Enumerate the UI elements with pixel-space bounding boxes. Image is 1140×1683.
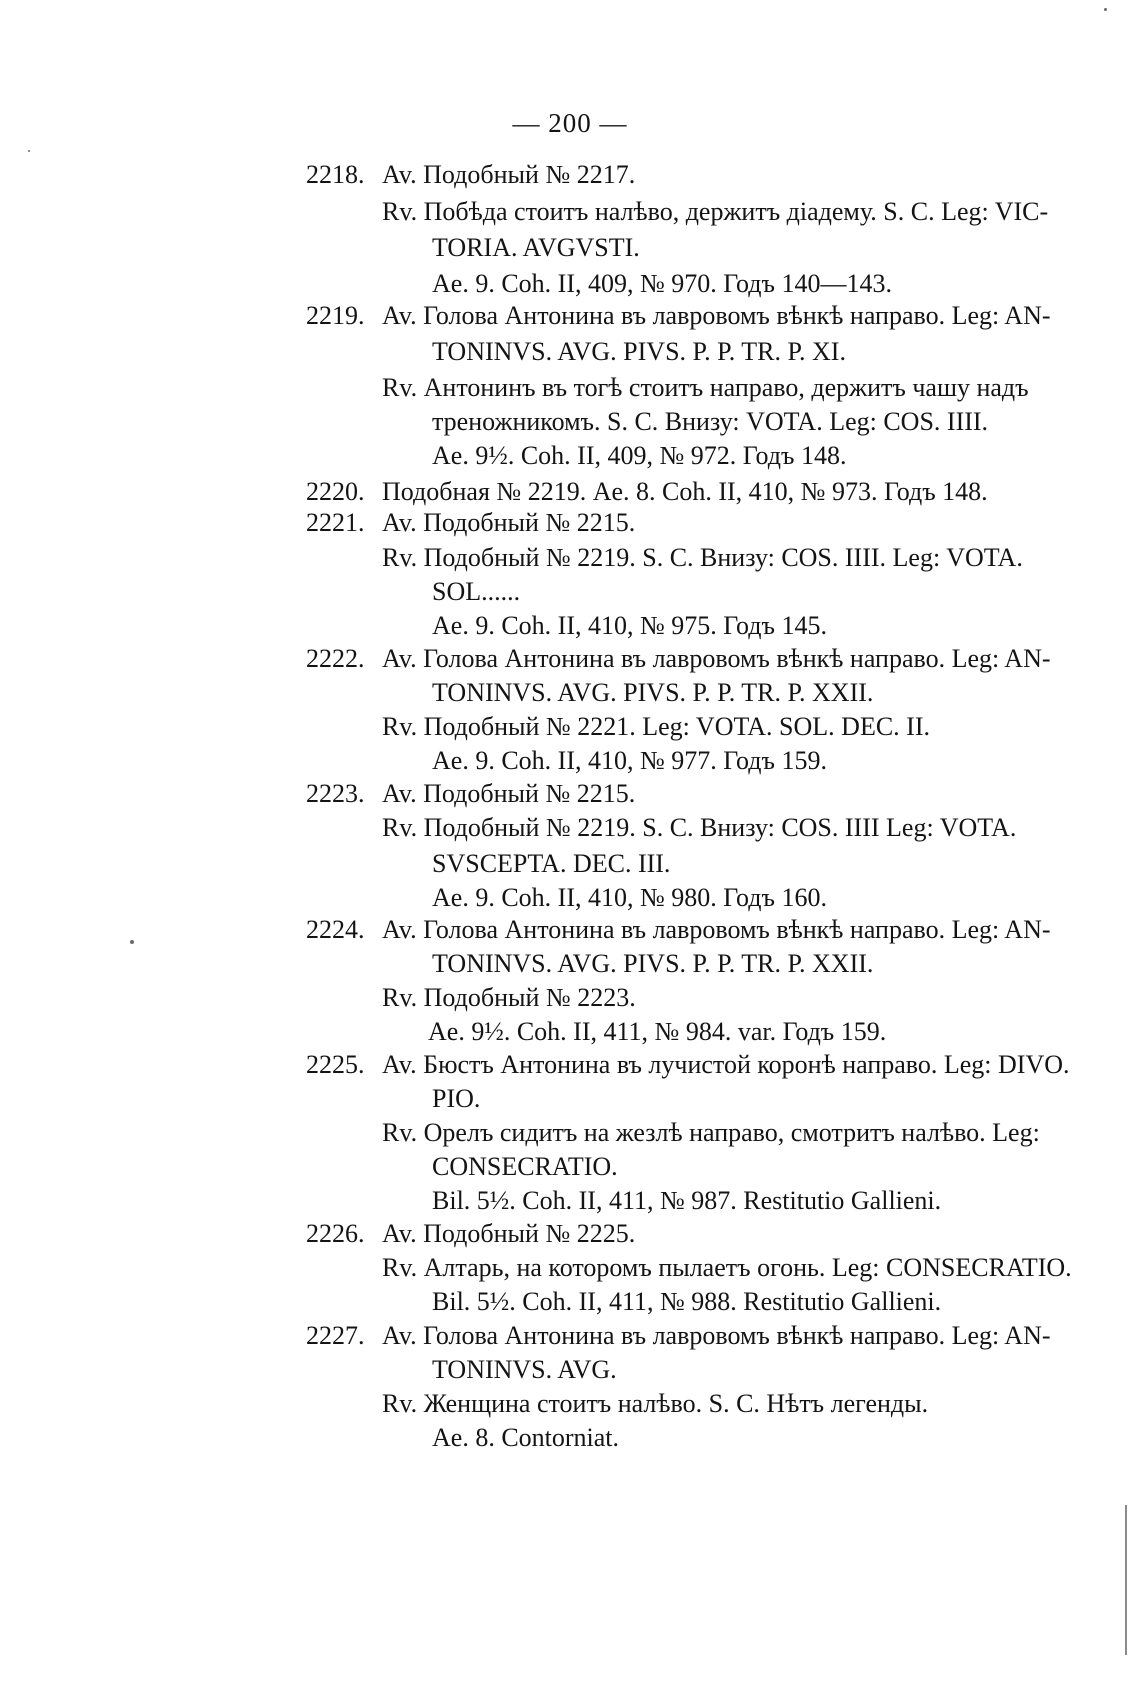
scan-speck: [28, 150, 30, 152]
catalogue-line: Av. Подобный № 2215.: [382, 779, 636, 808]
catalogue-line: Ae. 9. Coh. II, 410, № 980. Годъ 160.: [432, 883, 827, 912]
catalogue-line: Ae. 8. Contorniat.: [432, 1423, 620, 1452]
catalogue-line: Av. Подобный № 2225.: [382, 1219, 636, 1248]
scan-speck: [130, 940, 134, 944]
catalogue-line: Av. Подобный № 2217.: [382, 160, 636, 189]
catalogue-line: Bil. 5½. Coh. II, 411, № 987. Restitutio Gallieni.: [432, 1186, 942, 1215]
page-number: — 200 —: [512, 108, 628, 138]
scan-speck: [1104, 8, 1107, 11]
catalogue-line: Rv. Подобный № 2219. S. C. Внизу: COS. IIII. Leg: VOTA.: [382, 543, 1023, 572]
catalogue-line: CONSECRATIO.: [432, 1152, 618, 1181]
catalogue-line: Rv. Антонинъ въ тогѣ стоитъ направо, держитъ чашу надъ: [382, 373, 1029, 402]
catalogue-line: Rv. Подобный № 2221. Leg: VOTA. SOL. DEC. II.: [382, 712, 930, 741]
catalogue-line: TONINVS. AVG. PIVS. P. P. TR. P. XXII.: [432, 678, 874, 707]
entry-number: 2225.: [306, 1050, 365, 1079]
catalogue-line: TORIA. AVGVSTI.: [432, 233, 640, 262]
catalogue-line: PIO.: [432, 1084, 481, 1113]
catalogue-line: TONINVS. AVG.: [432, 1355, 617, 1384]
entry-number: 2224.: [306, 915, 365, 944]
entry-number: 2223.: [306, 779, 365, 808]
catalogue-line: Av. Подобный № 2215.: [382, 508, 636, 537]
scan-edge-line: [1125, 1505, 1127, 1655]
catalogue-line: Ae. 9½. Coh. II, 411, № 984. var. Годъ 159.: [428, 1017, 887, 1046]
catalogue-line: Подобная № 2219. Ae. 8. Coh. II, 410, № 973. Годъ 148.: [382, 477, 988, 506]
entry-number: 2218.: [306, 160, 365, 189]
catalogue-line: SOL......: [432, 577, 521, 606]
catalogue-line: Av. Голова Антонина въ лавровомъ вѣнкѣ направо. Leg: AN-: [382, 301, 1051, 330]
catalogue-line: Rv. Побѣда стоитъ налѣво, держитъ діадему. S. C. Leg: VIC-: [382, 197, 1049, 226]
catalogue-line: TONINVS. AVG. PIVS. P. P. TR. P. XXII.: [432, 949, 874, 978]
catalogue-line: Bil. 5½. Coh. II, 411, № 988. Restitutio Gallieni.: [432, 1287, 942, 1316]
entry-number: 2227.: [306, 1321, 365, 1350]
entry-number: 2219.: [306, 301, 365, 330]
catalogue-line: Ae. 9. Coh. II, 410, № 975. Годъ 145.: [432, 611, 827, 640]
catalogue-line: Av. Бюстъ Антонина въ лучистой коронѣ направо. Leg: DIVO.: [382, 1050, 1070, 1079]
catalogue-line: треножникомъ. S. C. Внизу: VOTA. Leg: COS. IIII.: [432, 407, 989, 436]
entry-number: 2222.: [306, 644, 365, 673]
catalogue-line: Ae. 9. Coh. II, 410, № 977. Годъ 159.: [432, 746, 827, 775]
catalogue-line: SVSCEPTA. DEC. III.: [432, 849, 671, 878]
entry-number: 2221.: [306, 508, 365, 537]
catalogue-line: Av. Голова Антонина въ лавровомъ вѣнкѣ направо. Leg: AN-: [382, 915, 1051, 944]
catalogue-line: Av. Голова Антонина въ лавровомъ вѣнкѣ направо. Leg: AN-: [382, 1321, 1051, 1350]
catalogue-line: Rv. Подобный № 2219. S. C. Внизу: COS. IIII Leg: VOTA.: [382, 813, 1017, 842]
entry-number: 2226.: [306, 1219, 365, 1248]
catalogue-line: TONINVS. AVG. PIVS. P. P. TR. P. XI.: [432, 337, 846, 366]
catalogue-line: Ae. 9½. Coh. II, 409, № 972. Годъ 148.: [432, 441, 847, 470]
catalogue-line: Av. Голова Антонина въ лавровомъ вѣнкѣ направо. Leg: AN-: [382, 644, 1051, 673]
catalogue-line: Rv. Алтарь, на которомъ пылаетъ огонь. Leg: CONSECRATIO.: [382, 1253, 1072, 1282]
entry-number: 2220.: [306, 477, 365, 506]
catalogue-line: Rv. Женщина стоитъ налѣво. S. C. Нѣтъ легенды.: [382, 1389, 929, 1418]
catalogue-line: Rv. Подобный № 2223.: [382, 983, 636, 1012]
catalogue-line: Rv. Орелъ сидитъ на жезлѣ направо, смотритъ налѣво. Leg:: [382, 1118, 1040, 1147]
catalogue-line: Ae. 9. Coh. II, 409, № 970. Годъ 140—143.: [432, 269, 892, 298]
